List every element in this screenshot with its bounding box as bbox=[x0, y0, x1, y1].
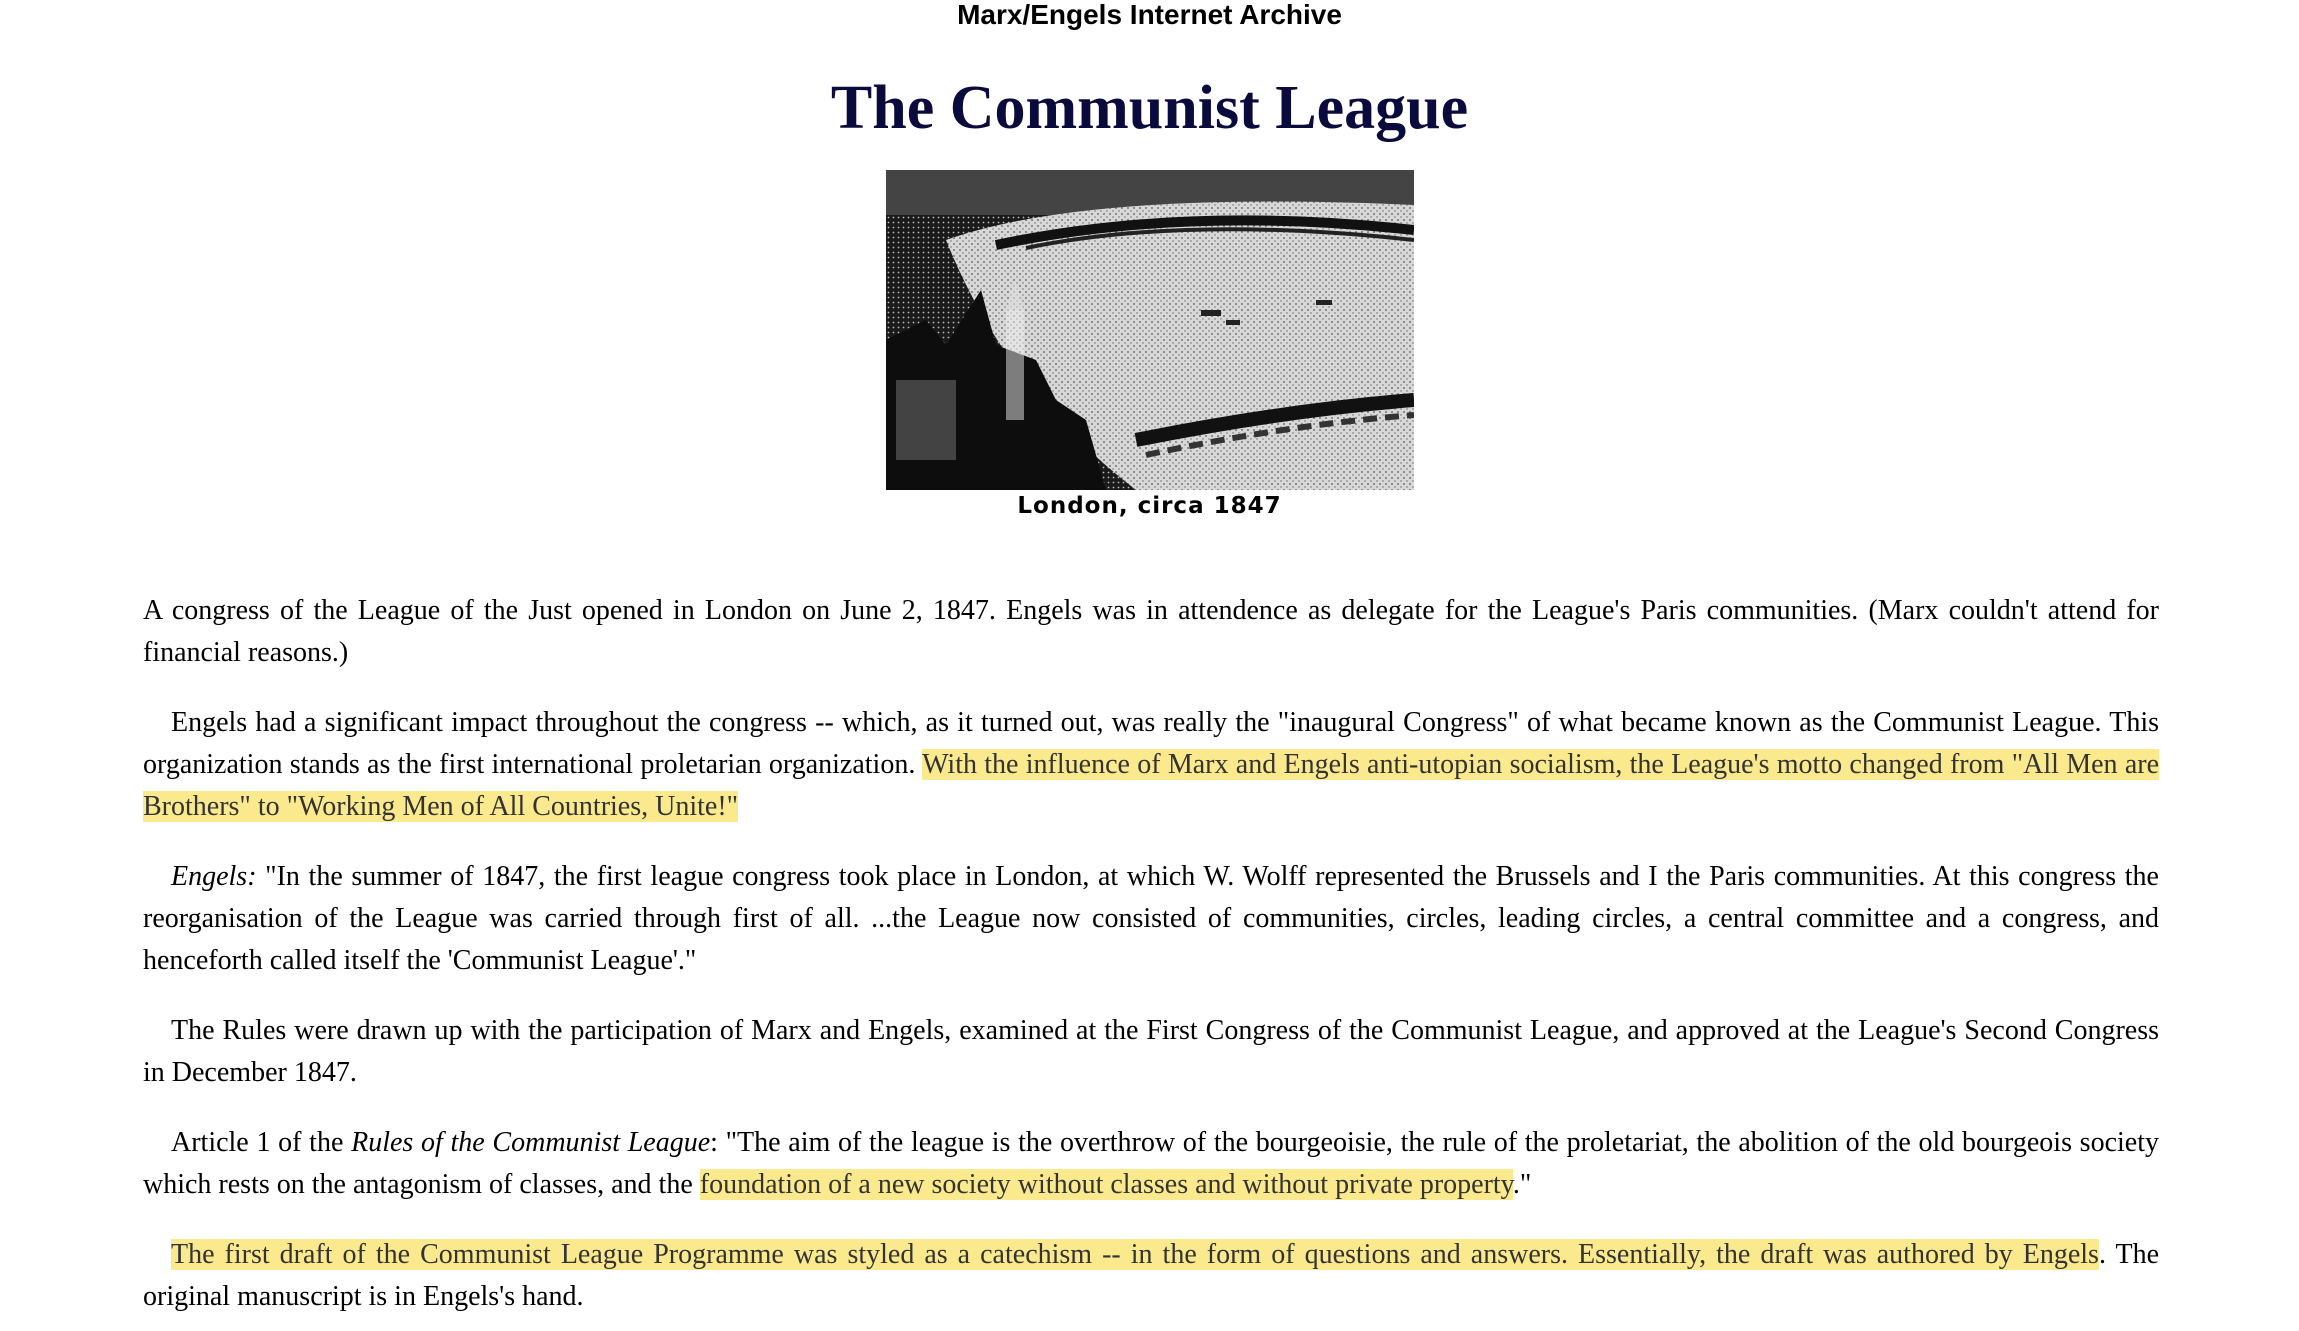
paragraph-text: The Rules were drawn up with the participation of Marx and Engels, examined at the First Congress of the Communist League, and approved at the League's Second Congress in December 1847. bbox=[143, 1015, 2159, 1088]
document-title: Rules of the Communist League bbox=[351, 1127, 711, 1158]
paragraph-text: Engels had a significant impact throughout the congress -- which, as it turned out, was really the "inaugural Congress" of what became known as the Communist League. This organization stands as the first international proletarian organization. bbox=[143, 707, 2159, 780]
paragraph-5 bbox=[143, 1122, 2159, 1206]
figure-caption: London, circa 1847 bbox=[1017, 493, 1282, 519]
paragraph-text: "In the summer of 1847, the first league congress took place in London, at which W. Wolff represented the Brussels and I the Paris communities. At this congress the reorganisation of the League was carried through first of all. ...the League now consisted of communities, circles, leading circles, a central committee and a congress, and henceforth called itself the 'Communist League'." bbox=[143, 861, 2159, 976]
paragraph-text: . The original manuscript is in Engels's hand. bbox=[143, 1239, 2159, 1312]
page-title: The Communist League bbox=[830, 74, 1469, 142]
paragraph-4 bbox=[143, 1010, 2159, 1094]
figure bbox=[886, 170, 1414, 520]
article-body bbox=[143, 590, 2159, 1318]
paragraph-text: ." bbox=[1512, 1169, 1532, 1200]
paragraph-3 bbox=[143, 856, 2159, 982]
highlighted-text[interactable]: The first draft of the Communist League Programme was styled as a catechism -- in the form of questions and answers. Essentially, the draft was authored by Engels bbox=[171, 1239, 2099, 1270]
paragraph-6 bbox=[143, 1234, 2159, 1318]
highlighted-text[interactable]: foundation of a new society without classes and without private property bbox=[699, 1169, 1513, 1200]
paragraph-2 bbox=[143, 702, 2159, 828]
paragraph-1 bbox=[143, 590, 2159, 674]
archive-header[interactable]: Marx/Engels Internet Archive bbox=[957, 0, 1342, 30]
paragraph-text: A congress of the League of the Just opened in London on June 2, 1847. Engels was in attendence as delegate for the League's Paris communities. (Marx couldn't attend for financial reasons.) bbox=[143, 595, 2159, 668]
highlighted-text[interactable]: With the influence of Marx and Engels anti-utopian socialism, the League's motto changed from "All Men are Brothers" to "Working Men of All Countries, Unite!" bbox=[143, 749, 2159, 822]
paragraph-text: : "The aim of the league is the overthrow of the bourgeoisie, the rule of the proletariat, the abolition of the old bourgeois society which rests on the antagonism of classes, and the bbox=[143, 1127, 2159, 1200]
london-photo bbox=[886, 170, 1414, 490]
paragraph-text: Article 1 of the bbox=[171, 1127, 352, 1158]
speaker-label: Engels: bbox=[171, 861, 257, 892]
